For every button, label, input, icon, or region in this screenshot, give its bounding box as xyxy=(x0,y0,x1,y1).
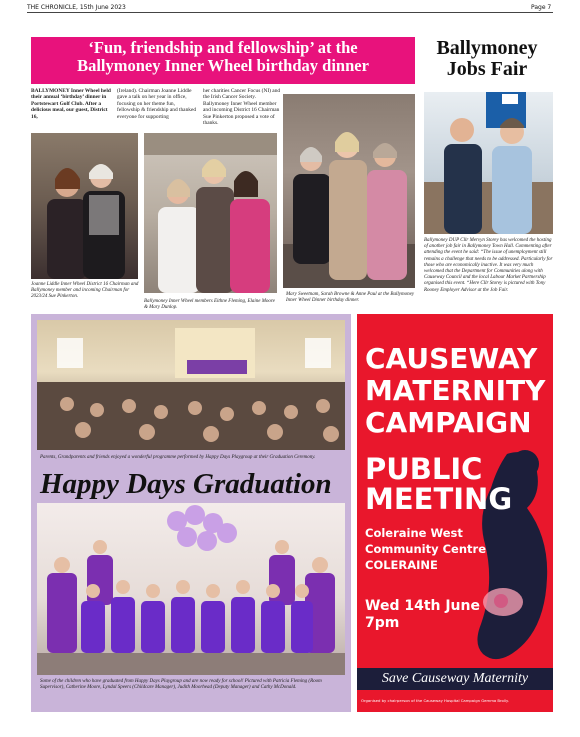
jobs-fair-caption: Ballymoney DUP Cllr Mervyn Storey has welcomed the hosting of another job fair in Ballymoney Town Hall. Commenting after attending the event he said: “The issue of unemployment still remains a challenge that needs to be addressed. Particularly for those who are economically inactive. It was very much welcomed that the Department for Communities along with Causeway Council and the local Labour Market Partnership organised this event. “Here Cllr Storey is pictured with Tony Rooney Employer Advisor at the Job Fair. xyxy=(424,238,553,293)
poster-title-line3: CAMPAIGN xyxy=(365,406,532,439)
photo-fleming-moore-dunlop-art xyxy=(144,133,277,293)
page-number: Page 7 xyxy=(531,4,552,11)
poster-slogan: Save Causeway Maternity xyxy=(381,671,529,686)
poster-title-line2: MATERNITY xyxy=(365,374,546,407)
photo-fleming-moore-dunlop xyxy=(144,133,277,293)
poster-venue-line3: COLERAINE xyxy=(365,558,438,572)
jobs-fair-title-line1: Ballymoney xyxy=(436,37,538,59)
inner-wheel-body-col1: BALLYMONEY Inner Wheel held their annual ‘birthday’ dinner in Portstewart Golf Club. After a delicious meal, our guest, District 16, xyxy=(31,88,111,120)
poster-date: Wed 14th June xyxy=(365,598,480,614)
poster-venue-line2: Community Centre xyxy=(365,542,487,556)
inner-wheel-body-col3: her charities Cancer Focus (NI) and the Irish Cancer Society. Ballymoney Inner Wheel member and incoming District 16 Chairman Sue Pinkerton proposed a vote of thanks. xyxy=(203,88,281,127)
photo-graduation-audience xyxy=(37,320,345,450)
photo-sweetnam-browne-paul-art xyxy=(283,94,415,288)
inner-wheel-headline-line2: Ballymoney Inner Wheel birthday dinner xyxy=(77,56,369,75)
maternity-campaign-poster xyxy=(357,314,553,712)
poster-meeting-line1: PUBLIC xyxy=(365,452,483,486)
inner-wheel-headline-line1: ‘Fun, friendship and fellowship’ at the xyxy=(88,38,358,57)
caption-photo3: Mary Sweetnam, Sarah Browne & Anne Paul at the Ballymoney Inner Wheel Dinner birthday dinner. xyxy=(286,292,415,304)
inner-wheel-headline xyxy=(31,37,415,84)
header-rule xyxy=(27,12,553,13)
inner-wheel-body-col2: (Ireland). Chairman Joanne Liddle gave a talk on her year in office, focusing on her theme fun, fellowship & friendship and thanked everyone for supporting xyxy=(117,88,197,120)
photo-liddle-pinkerton xyxy=(31,133,138,279)
jobs-fair-title-line2: Jobs Fair xyxy=(446,58,528,80)
poster-meeting-line2: MEETING xyxy=(365,482,513,516)
graduation-caption-bottom: Some of the children who have graduated from Happy Days Playgroup and are now ready for school! Pictured with Patricia Fleming (Room Supervisor), Catherine Moore, Lyndal Speers (Childcare Manager), Judith Moorhead (Deputy Manager) and Cathy McDonald. xyxy=(40,679,322,691)
photo-jobs-fair-art xyxy=(424,92,553,234)
photo-graduation-audience-art xyxy=(37,320,345,450)
photo-graduation-children-art xyxy=(37,503,345,675)
photo-jobs-fair xyxy=(424,92,553,234)
photo-sweetnam-browne-paul xyxy=(283,94,415,288)
caption-photo1: Joanne Liddle Inner Wheel District 16 Chairman and Ballymoney member and incoming Chairman for 2023/24 Sue Pinkerton. xyxy=(31,282,139,300)
poster-footer: Organised by chairperson of the Causeway Hospital Campaign Gemma Brolly. xyxy=(361,698,509,703)
jobs-fair-headline xyxy=(420,38,554,80)
caption-photo2: Ballymoney Inner Wheel members Eithne Fleming, Elaine Moore & Mary Dunlop. xyxy=(144,299,275,311)
poster-title-line1: CAUSEWAY xyxy=(365,342,538,375)
graduation-caption-top: Parents, Grandparents and friends enjoyed a wonderful programme performed by Happy Days Playgroup at their Graduation Ceremony. xyxy=(40,455,316,460)
graduation-headline: Happy Days Graduation xyxy=(40,468,332,500)
poster-time: 7pm xyxy=(365,615,400,631)
poster-venue-line1: Coleraine West xyxy=(365,526,463,540)
photo-graduation-children xyxy=(37,503,345,675)
publication-name: THE CHRONICLE, 15th June 2023 xyxy=(27,4,126,11)
photo-liddle-pinkerton-art xyxy=(31,133,138,279)
